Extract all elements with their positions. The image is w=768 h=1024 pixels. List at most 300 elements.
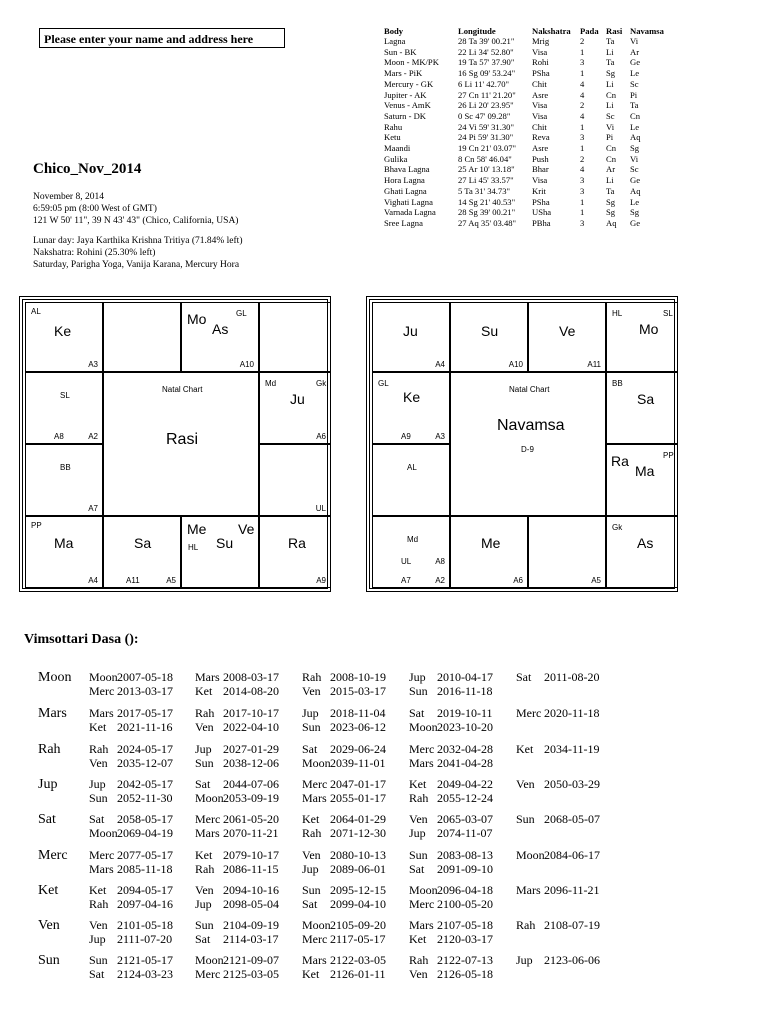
- planet-table-cell: Aq: [630, 185, 641, 196]
- dasa-date: 2014-08-20: [223, 684, 279, 698]
- dasa-planet: Sat: [89, 812, 105, 826]
- planet-table-cell: Cn: [630, 110, 641, 121]
- house-label: UL: [401, 557, 412, 566]
- dasa-sub-period: [89, 883, 173, 898]
- dasa-date: 2108-07-19: [544, 918, 600, 932]
- dasa-sub-period: [195, 684, 279, 699]
- dasa-date: 2077-05-17: [117, 848, 173, 862]
- dasa-planet: Mars: [302, 791, 327, 805]
- dasa-date: 2050-03-29: [544, 777, 600, 791]
- dasa-date: 2016-11-18: [437, 684, 493, 698]
- dasa-sub-period: [195, 897, 279, 912]
- dasa-date: 2126-01-11: [330, 967, 386, 981]
- dasa-planet: Moon: [89, 670, 118, 684]
- arudha-label: A9: [401, 432, 411, 441]
- rasi-house-pisces: [25, 302, 103, 372]
- dasa-planet: Sun: [409, 848, 428, 862]
- dasa-main-period: Merc: [38, 848, 68, 863]
- planet-table-header-cell: Body: [384, 26, 404, 36]
- house-label: BB: [612, 379, 623, 388]
- planet-label: Sa: [637, 391, 655, 407]
- planet-table-cell: Sg: [606, 68, 616, 79]
- dasa-sub-period: [409, 918, 493, 933]
- dasa-planet: Rah: [302, 826, 322, 840]
- dasa-planet: Sat: [516, 670, 532, 684]
- planet-table-cell: Gulika: [384, 153, 408, 164]
- dasa-sub-period: [195, 883, 279, 898]
- planet-table-cell: Lagna: [384, 36, 406, 46]
- planet-label: Ve: [559, 323, 576, 339]
- planet-table-cell: Vi: [630, 153, 639, 164]
- planet-table-row: [384, 207, 666, 218]
- dasa-date: 2013-03-17: [117, 684, 173, 698]
- planet-table-row: [384, 47, 666, 58]
- dasa-sub-period: [516, 918, 600, 933]
- dasa-planet: Merc: [89, 848, 115, 862]
- planet-table-row: [384, 90, 666, 101]
- planet-table-cell: Visa: [532, 110, 548, 121]
- dasa-date: 2121-09-07: [223, 953, 279, 967]
- planet-label: Ju: [403, 323, 418, 339]
- chart-caption: Natal Chart: [509, 385, 550, 394]
- planet-table-cell: Varnada Lagna: [384, 207, 436, 218]
- planet-table-header: [384, 26, 666, 36]
- planet-table-cell: Cn: [606, 153, 617, 164]
- dasa-planet: Jup: [409, 826, 426, 840]
- planet-table-header-cell: Navamsa: [630, 26, 664, 36]
- dasa-date: 2100-05-20: [437, 897, 493, 911]
- navamsa-house-leo: [606, 444, 678, 516]
- dasa-planet: Jup: [89, 932, 106, 946]
- dasa-planet: Sat: [195, 932, 211, 946]
- dasa-date: 2095-12-15: [330, 883, 386, 897]
- dasa-planet: Ket: [302, 812, 320, 826]
- dasa-date: 2010-04-17: [437, 670, 493, 684]
- dasa-sub-period: [409, 742, 493, 757]
- dasa-planet: Rah: [195, 706, 215, 720]
- dasa-date: 2069-04-19: [117, 826, 173, 840]
- planet-table-cell: Ar: [630, 46, 640, 57]
- dasa-sub-period: [516, 742, 600, 757]
- house-label: HL: [612, 309, 623, 318]
- dasa-date: 2094-05-17: [117, 883, 173, 897]
- planet-table-cell: 2: [580, 100, 585, 111]
- planet-table-cell: 8 Cn 58' 46.04": [458, 153, 512, 164]
- dasa-sub-period: [89, 848, 173, 863]
- planet-table-cell: PBha: [532, 217, 551, 228]
- planet-table-cell: Ge: [630, 175, 641, 186]
- dasa-date: 2011-08-20: [544, 670, 600, 684]
- planet-table-cell: 24 Vi 59' 31.30": [458, 121, 514, 132]
- dasa-sub-period: [409, 777, 493, 792]
- dasa-planet: Rah: [409, 953, 429, 967]
- planet-table-cell: 14 Sg 21' 40.53": [458, 196, 516, 207]
- planet-label: Mo: [639, 321, 659, 337]
- dasa-planet: Moon: [409, 720, 438, 734]
- dasa-planet: Jup: [195, 742, 212, 756]
- navamsa-house-cancer: [606, 372, 678, 444]
- dasa-date: 2105-09-20: [330, 918, 386, 932]
- planet-table-cell: Reva: [532, 132, 550, 143]
- dasa-planet: Rah: [516, 918, 536, 932]
- dasa-planet: Moon: [302, 756, 331, 770]
- rasi-house-cancer: [259, 372, 331, 444]
- dasa-planet: Sat: [89, 967, 105, 981]
- dasa-date: 2071-12-30: [330, 826, 386, 840]
- info-time: 6:59:05 pm (8:00 West of GMT): [33, 204, 157, 214]
- house-label: PP: [663, 451, 674, 460]
- dasa-date: 2065-03-07: [437, 812, 493, 826]
- planet-table-cell: PSha: [532, 68, 550, 79]
- dasa-date: 2052-11-30: [117, 791, 173, 805]
- planet-table: [384, 26, 666, 229]
- dasa-planet: Moon: [516, 848, 545, 862]
- dasa-date: 2055-01-17: [330, 791, 386, 805]
- dasa-sub-period: [195, 777, 279, 792]
- planet-table-cell: Visa: [532, 100, 548, 111]
- info-yoga: Saturday, Parigha Yoga, Vanija Karana, Mercury Hora: [33, 260, 240, 270]
- dasa-date: 2098-05-04: [223, 897, 279, 911]
- dasa-date: 2017-05-17: [117, 706, 173, 720]
- planet-table-cell: 5 Ta 31' 34.73": [458, 185, 511, 196]
- dasa-planet: Rah: [195, 862, 215, 876]
- planet-label: Ma: [635, 463, 655, 479]
- dasa-sub-period: [409, 756, 493, 771]
- dasa-date: 2020-11-18: [544, 706, 600, 720]
- planet-table-cell: Cn: [606, 89, 617, 100]
- dasa-sub-period: [302, 684, 386, 699]
- dasa-date: 2125-03-05: [223, 967, 279, 981]
- dasa-title: Vimsottari Dasa ():: [24, 632, 139, 647]
- navamsa-house-scorpio: [450, 516, 528, 588]
- dasa-sub-period: [195, 826, 279, 841]
- rasi-house-aries: [103, 302, 181, 372]
- planet-label: As: [637, 535, 654, 551]
- dasa-date: 2068-05-07: [544, 812, 600, 826]
- dasa-date: 2021-11-16: [117, 720, 173, 734]
- dasa-planet: Rah: [302, 670, 322, 684]
- dasa-date: 2091-09-10: [437, 862, 493, 876]
- dasa-planet: Moon: [409, 883, 438, 897]
- dasa-sub-period: [89, 684, 173, 699]
- dasa-date: 2042-05-17: [117, 777, 173, 791]
- dasa-date: 2055-12-24: [437, 791, 493, 805]
- rasi-house-virgo: [259, 516, 331, 588]
- dasa-planet: Merc: [409, 897, 435, 911]
- planet-table-cell: Mrig: [532, 36, 550, 46]
- planet-table-cell: PSha: [532, 196, 550, 207]
- dasa-date: 2122-03-05: [330, 953, 386, 967]
- arudha-label: A6: [513, 576, 523, 585]
- dasa-date: 2023-10-20: [437, 720, 493, 734]
- dasa-sub-period: [89, 742, 173, 757]
- planet-table-cell: Aq: [630, 132, 641, 143]
- dasa-sub-period: [89, 897, 173, 912]
- dasa-sub-period: [516, 812, 600, 827]
- dasa-sub-period: [409, 862, 493, 877]
- dasa-planet: Mars: [195, 670, 220, 684]
- planet-label: Su: [216, 535, 234, 551]
- planet-table-cell: Visa: [532, 46, 548, 57]
- dasa-sub-period: [195, 953, 279, 968]
- dasa-sub-period: [516, 670, 600, 685]
- dasa-planet: Sat: [302, 897, 318, 911]
- planet-table-cell: Cn: [606, 143, 617, 154]
- planet-table-cell: 4: [580, 110, 585, 121]
- navamsa-center: [450, 372, 606, 516]
- dasa-date: 2044-07-06: [223, 777, 279, 791]
- planet-table-cell: 1: [580, 121, 585, 132]
- dasa-sub-period: [409, 706, 493, 721]
- planet-table-row: [384, 154, 666, 165]
- dasa-sub-period: [302, 967, 386, 982]
- dasa-sub-period: [195, 918, 279, 933]
- dasa-date: 2080-10-13: [330, 848, 386, 862]
- dasa-sub-period: [89, 706, 173, 721]
- dasa-planet: Jup: [89, 777, 106, 791]
- dasa-date: 2084-06-17: [544, 848, 600, 862]
- dasa-planet: Jup: [302, 706, 319, 720]
- dasa-sub-period: [409, 791, 493, 806]
- planet-table-cell: 2: [580, 36, 585, 46]
- navamsa-house-sagittarius: [372, 516, 450, 588]
- dasa-sub-period: [302, 742, 386, 757]
- dasa-date: 2124-03-23: [117, 967, 173, 981]
- dasa-date: 2104-09-19: [223, 918, 279, 932]
- dasa-date: 2032-04-28: [437, 742, 493, 756]
- dasa-sub-period: [302, 720, 386, 735]
- planet-table-cell: Mercury - GK: [384, 78, 434, 89]
- planet-table-cell: 3: [580, 175, 585, 186]
- navamsa-house-libra: [528, 516, 606, 588]
- dasa-date: 2058-05-17: [117, 812, 173, 826]
- dasa-sub-period: [516, 777, 600, 792]
- house-label: AL: [407, 463, 417, 472]
- dasa-sub-period: [195, 670, 279, 685]
- dasa-sub-period: [89, 720, 173, 735]
- dasa-main-period: Sat: [38, 812, 56, 827]
- rasi-house-leo: [259, 444, 331, 516]
- planet-table-cell: Saturn - DK: [384, 110, 427, 121]
- planet-table-cell: Visa: [532, 175, 548, 186]
- dasa-sub-period: [302, 791, 386, 806]
- house-label: Md: [407, 535, 419, 544]
- dasa-planet: Mars: [409, 918, 434, 932]
- planet-table-row: [384, 143, 666, 154]
- dasa-sub-period: [409, 848, 493, 863]
- rasi-house-scorpio: [103, 516, 181, 588]
- planet-label: Ke: [54, 323, 72, 339]
- planet-table-cell: Li: [606, 46, 614, 57]
- planet-label: Ma: [54, 535, 74, 551]
- dasa-date: 2117-05-17: [330, 932, 386, 946]
- planet-label: Me: [187, 521, 207, 537]
- planet-table-cell: 4: [580, 164, 585, 175]
- dasa-planet: Moon: [89, 826, 118, 840]
- navamsa-house-pisces: [372, 302, 450, 372]
- dasa-planet: Ket: [409, 777, 427, 791]
- dasa-planet: Moon: [195, 953, 224, 967]
- dasa-planet: Merc: [302, 932, 328, 946]
- dasa-date: 2024-05-17: [117, 742, 173, 756]
- dasa-date: 2034-11-19: [544, 742, 600, 756]
- dasa-planet: Sun: [516, 812, 535, 826]
- planet-table-cell: Bhava Lagna: [384, 164, 430, 175]
- arudha-label: A3: [88, 360, 98, 369]
- planet-table-cell: Ar: [606, 164, 616, 175]
- dasa-planet: Ket: [195, 684, 213, 698]
- navamsa-house-gemini: [606, 302, 678, 372]
- planet-table-cell: Li: [606, 78, 614, 89]
- dasa-date: 2107-05-18: [437, 918, 493, 932]
- planet-table-cell: 4: [580, 89, 585, 100]
- planet-table-cell: Vi: [606, 121, 615, 132]
- house-label: BB: [60, 463, 71, 472]
- dasa-date: 2122-07-13: [437, 953, 493, 967]
- dasa-date: 2079-10-17: [223, 848, 279, 862]
- dasa-sub-period: [89, 670, 173, 685]
- planet-table-row: [384, 197, 666, 208]
- dasa-sub-period: [409, 967, 493, 982]
- dasa-sub-period: [195, 812, 279, 827]
- name-address-prompt[interactable]: Please enter your name and address here: [39, 28, 285, 48]
- dasa-date: 2074-11-07: [437, 826, 493, 840]
- dasa-sub-period: [302, 953, 386, 968]
- planet-table-cell: Pi: [606, 132, 614, 143]
- dasa-sub-period: [89, 862, 173, 877]
- planet-table-cell: Le: [630, 196, 640, 207]
- planet-table-cell: 25 Ar 10' 13.18": [458, 164, 515, 175]
- info-lunar-day: Lunar day: Jaya Karthika Krishna Tritiya (71.84% left): [33, 236, 243, 246]
- dasa-planet: Sun: [89, 953, 108, 967]
- chart-name: Navamsa: [497, 417, 565, 434]
- planet-table-cell: 1: [580, 68, 585, 79]
- dasa-sub-period: [516, 953, 600, 968]
- dasa-sub-period: [89, 967, 173, 982]
- dasa-planet: Ven: [516, 777, 535, 791]
- dasa-date: 2121-05-17: [117, 953, 173, 967]
- dasa-planet: Ven: [302, 848, 321, 862]
- dasa-date: 2015-03-17: [330, 684, 386, 698]
- planet-table-cell: Sc: [606, 110, 615, 121]
- dasa-date: 2049-04-22: [437, 777, 493, 791]
- dasa-sub-period: [195, 862, 279, 877]
- dasa-sub-period: [409, 897, 493, 912]
- planet-table-cell: Le: [630, 68, 640, 79]
- planet-table-cell: Mars - PiK: [384, 68, 423, 79]
- arudha-label: A2: [435, 576, 445, 585]
- planet-table-row: [384, 111, 666, 122]
- planet-table-cell: Ge: [630, 217, 641, 228]
- dasa-sub-period: [195, 756, 279, 771]
- house-label: HL: [188, 543, 199, 552]
- arudha-label: A11: [587, 360, 601, 369]
- house-label: GL: [236, 309, 247, 318]
- dasa-planet: Mars: [89, 862, 114, 876]
- rasi-house-gemini: [259, 302, 331, 372]
- planet-table-row: [384, 79, 666, 90]
- planet-table-cell: Ta: [606, 36, 615, 46]
- dasa-planet: Ven: [195, 883, 214, 897]
- house-label: AL: [31, 307, 41, 316]
- dasa-date: 2120-03-17: [437, 932, 493, 946]
- planet-table-cell: Venus - AmK: [384, 100, 431, 111]
- planet-table-cell: 0 Sc 47' 09.28": [458, 110, 511, 121]
- rasi-house-libra: [181, 516, 259, 588]
- planet-table-cell: Maandi: [384, 143, 411, 154]
- dasa-sub-period: [195, 706, 279, 721]
- dasa-sub-period: [409, 812, 493, 827]
- dasa-planet: Jup: [516, 953, 533, 967]
- arudha-label: A7: [401, 576, 411, 585]
- planet-table-cell: 24 Pi 59' 31.30": [458, 132, 514, 143]
- dasa-sub-period: [302, 918, 386, 933]
- arudha-label: A8: [435, 557, 445, 566]
- planet-table-row: [384, 36, 666, 47]
- dasa-sub-period: [195, 720, 279, 735]
- dasa-date: 2047-01-17: [330, 777, 386, 791]
- dasa-main-period: Sun: [38, 953, 60, 968]
- house-label: PP: [31, 521, 42, 530]
- dasa-date: 2008-10-19: [330, 670, 386, 684]
- planet-table-cell: USha: [532, 207, 552, 218]
- dasa-date: 2083-08-13: [437, 848, 493, 862]
- planet-table-cell: 28 Ta 39' 00.21": [458, 36, 515, 46]
- planet-table-row: [384, 122, 666, 133]
- planet-table-cell: Sc: [630, 164, 639, 175]
- planet-table-cell: 26 Li 20' 23.95": [458, 100, 514, 111]
- arudha-label: A8: [54, 432, 64, 441]
- planet-table-header-cell: Pada: [580, 26, 599, 36]
- planet-table-cell: Hora Lagna: [384, 175, 425, 186]
- planet-label: Ke: [403, 389, 421, 405]
- planet-table-cell: 1: [580, 46, 585, 57]
- house-label: GL: [378, 379, 389, 388]
- dasa-planet: Moon: [195, 791, 224, 805]
- dasa-planet: Jup: [409, 670, 426, 684]
- dasa-sub-period: [302, 848, 386, 863]
- dasa-date: 2111-07-20: [117, 932, 173, 946]
- dasa-main-period: Jup: [38, 777, 58, 792]
- planet-table-cell: 6 Li 11' 42.70": [458, 78, 510, 89]
- dasa-main-period: Ven: [38, 918, 60, 933]
- planet-table-cell: 3: [580, 217, 585, 228]
- planet-table-cell: Vighati Lagna: [384, 196, 433, 207]
- planet-table-cell: Li: [606, 175, 614, 186]
- planet-table-cell: Sree Lagna: [384, 217, 423, 228]
- dasa-planet: Ket: [89, 883, 107, 897]
- dasa-sub-period: [195, 791, 279, 806]
- planet-table-row: [384, 175, 666, 186]
- dasa-planet: Ven: [409, 812, 428, 826]
- dasa-date: 2018-11-04: [330, 706, 386, 720]
- planet-table-cell: Sg: [606, 196, 616, 207]
- rasi-house-taurus: [181, 302, 259, 372]
- dasa-planet: Jup: [302, 862, 319, 876]
- planet-table-row: [384, 186, 666, 197]
- dasa-sub-period: [409, 883, 493, 898]
- planet-table-row: [384, 164, 666, 175]
- dasa-main-period: Mars: [38, 706, 67, 721]
- planet-label: As: [212, 321, 229, 337]
- arudha-label: A5: [591, 576, 601, 585]
- planet-table-cell: 1: [580, 196, 585, 207]
- dasa-date: 2085-11-18: [117, 862, 173, 876]
- dasa-planet: Ket: [302, 967, 320, 981]
- dasa-sub-period: [409, 670, 493, 685]
- dasa-date: 2099-04-10: [330, 897, 386, 911]
- planet-label: Ju: [290, 391, 305, 407]
